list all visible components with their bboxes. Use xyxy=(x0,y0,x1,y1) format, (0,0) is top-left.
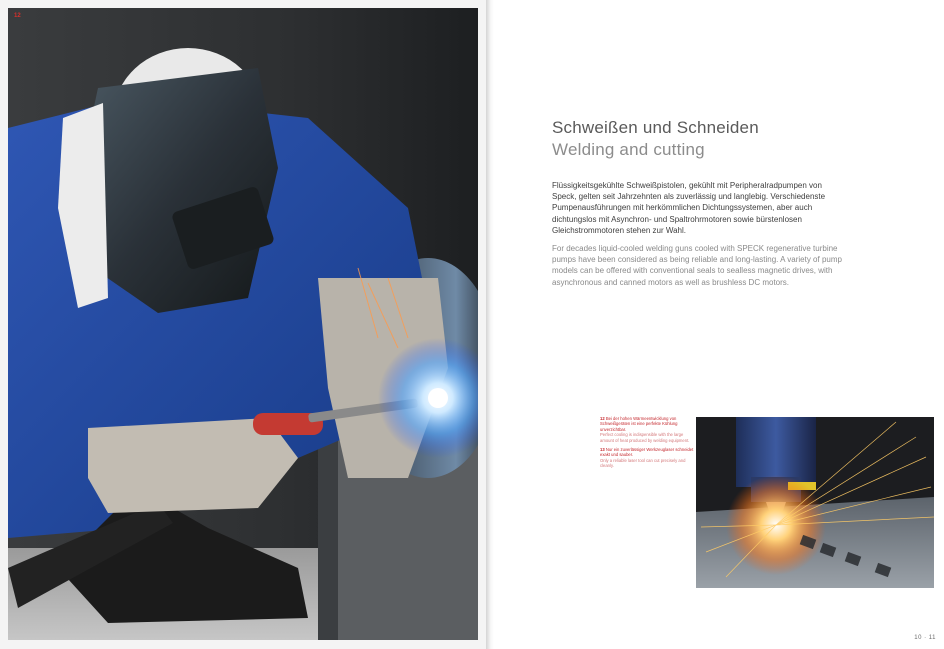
caption-number: 13 xyxy=(600,447,605,453)
page-gutter xyxy=(486,0,494,649)
caption-number: 12 xyxy=(600,416,605,421)
caption-12 xyxy=(600,416,696,443)
photo-captions xyxy=(600,416,696,473)
welder-photo-illustration xyxy=(8,8,478,640)
body-text-german: Flüssigkeitsgekühlte Schweißpistolen, gekühlt mit Peripheralradpumpen von Speck, gelten seit Jahrzehnten als zuverlässig und langlebig. Verschiedenste Pumpenausführungen mit herkömmlichen Dichtungssystemen, aber auch dichtungslos mit Asynchron- und Spaltrohrmotoren sowie bürstenlosen Gleichstrommotoren stehen zur Wahl. xyxy=(552,181,826,235)
caption-text-english: Perfect cooling is indispensible with the large amount of heat produced by welding equipment. xyxy=(600,432,690,443)
heading-english: Welding and cutting xyxy=(552,140,705,159)
welder-photo xyxy=(8,8,478,640)
right-page xyxy=(494,0,944,649)
caption-text-english: Only a reliable laser tool can cut precisely and cleanly. xyxy=(600,457,686,469)
caption-13 xyxy=(600,447,696,469)
heading-german: Schweißen und Schneiden xyxy=(552,118,759,137)
page-numbers: 10 · 11 xyxy=(914,635,936,641)
laser-cutting-illustration xyxy=(696,417,934,588)
caption-text-german: Nur ein zuverlässiger Werkzeuglaser schneidet exakt und sauber. xyxy=(600,447,694,458)
laser-cutting-photo xyxy=(696,417,934,588)
caption-text-german: Bei der hohen Wärmeentwicklung von Schweißgeräten ist eine perfekte Kühlung unverzichtbar. xyxy=(600,416,678,432)
photo-tag: 12 xyxy=(14,13,21,19)
body-text-english: For decades liquid-cooled welding guns cooled with SPECK regenerative turbine pumps have been considered as being reliable and long-lasting. A variety of pump models can be offered with conventional seals to sealless magnetic drives, with asynchronous and canned motors as well as brushless DC motors. xyxy=(552,244,842,287)
